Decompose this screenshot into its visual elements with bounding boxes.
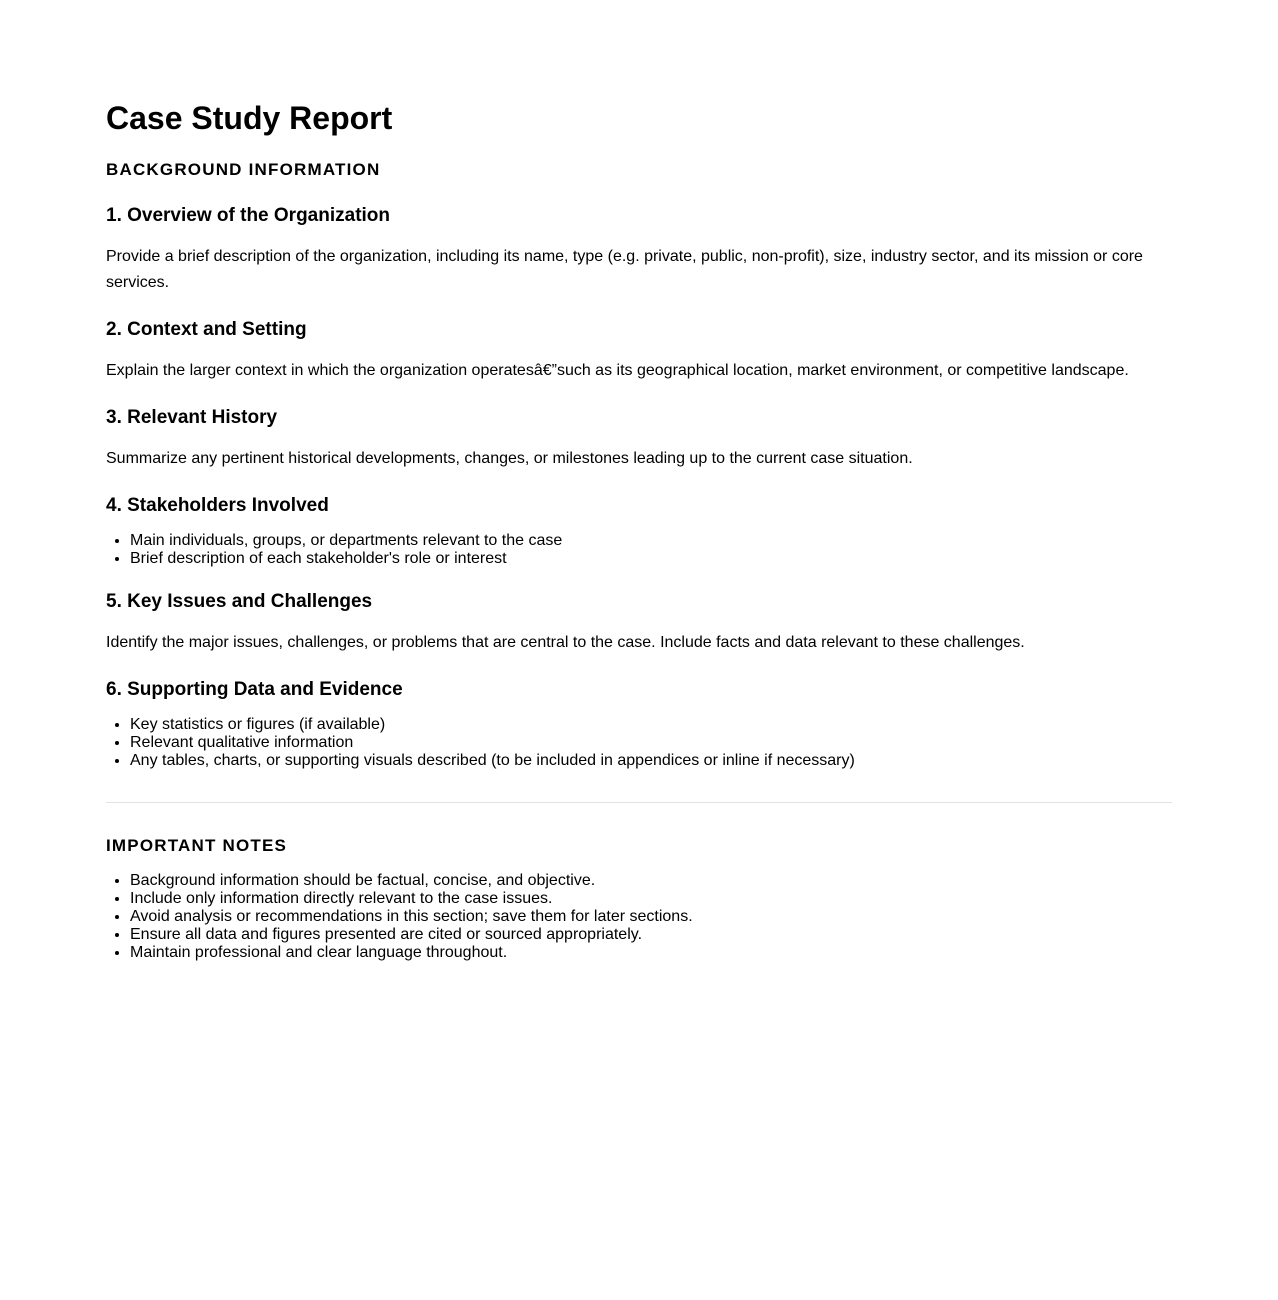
list-item: • Ensure all data and figures presented are cited or sourced appropriately. bbox=[130, 926, 1172, 944]
list-item: • Relevant qualitative information bbox=[130, 734, 1172, 752]
section-2-heading: 2. Context and Setting bbox=[106, 319, 307, 340]
list-item: • Any tables, charts, or supporting visuals described (to be included in appendices or inline if necessary) bbox=[130, 752, 1172, 770]
section-6-heading: 6. Supporting Data and Evidence bbox=[106, 679, 403, 700]
section-1-heading: 1. Overview of the Organization bbox=[106, 205, 391, 226]
section-5-text: Identify the major issues, challenges, or problems that are central to the case. Include facts and data relevant to these challenges. bbox=[106, 634, 1025, 651]
list-item: • Brief description of each stakeholder's role or interest bbox=[130, 550, 1172, 568]
section-divider bbox=[106, 802, 1172, 803]
list-item: • Include only information directly relevant to the case issues. bbox=[130, 890, 1172, 908]
supporting-data-list bbox=[106, 716, 1172, 770]
list-item: • Key statistics or figures (if available) bbox=[130, 716, 1172, 734]
list-item: • Maintain professional and clear language throughout. bbox=[130, 944, 1172, 962]
document-page bbox=[106, 0, 1172, 962]
notes-list bbox=[106, 872, 1172, 962]
list-item: • Background information should be factual, concise, and objective. bbox=[130, 872, 1172, 890]
section-3-heading: 3. Relevant History bbox=[106, 407, 278, 428]
notes-heading: IMPORTANT NOTES bbox=[106, 836, 288, 855]
background-heading: BACKGROUND INFORMATION bbox=[106, 160, 381, 179]
list-item: • Avoid analysis or recommendations in this section; save them for later sections. bbox=[130, 908, 1172, 926]
list-item: • Main individuals, groups, or departments relevant to the case bbox=[130, 532, 1172, 550]
stakeholders-list bbox=[106, 532, 1172, 568]
section-2-text: Explain the larger context in which the organization operatesâ€”such as its geographical location, market environment, or competitive landscape. bbox=[106, 362, 1129, 379]
section-3-text: Summarize any pertinent historical developments, changes, or milestones leading up to the current case situation. bbox=[106, 450, 913, 467]
page-title: Case Study Report bbox=[106, 100, 393, 136]
section-1-text: Provide a brief description of the organization, including its name, type (e.g. private, public, non-profit), size, industry sector, and its mission or core services. bbox=[106, 248, 1143, 291]
section-4-heading: 4. Stakeholders Involved bbox=[106, 495, 329, 516]
section-5-heading: 5. Key Issues and Challenges bbox=[106, 591, 373, 612]
